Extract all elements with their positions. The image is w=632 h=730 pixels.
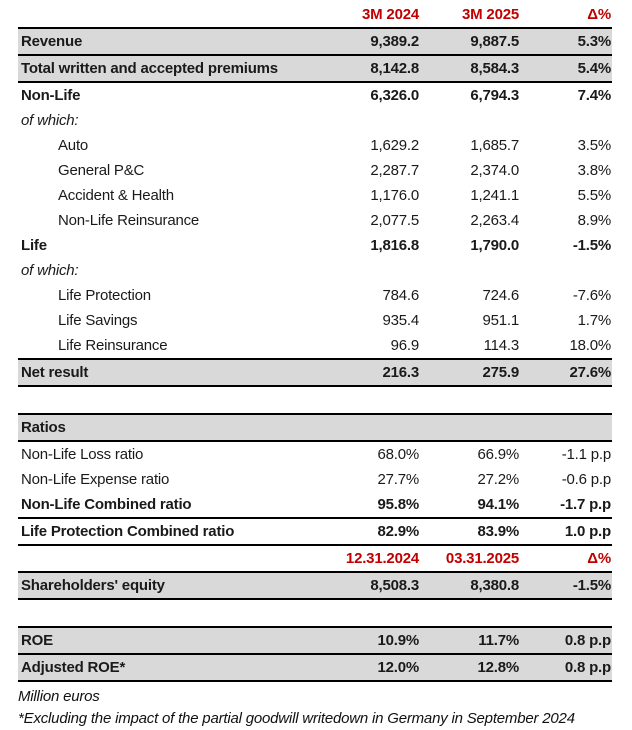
row-label: General P&C [58, 162, 145, 179]
table-row-life [18, 233, 612, 258]
table-row-general-p-c [18, 158, 612, 183]
ratios-table [18, 413, 612, 546]
row-value: 2,287.7 [370, 162, 419, 179]
row-value [420, 258, 520, 283]
column-header-delta-pct: Δ% [587, 6, 611, 23]
row-value: 6,326.0 [370, 87, 419, 104]
table-row-total-written-and-accepted-premiums [18, 55, 612, 82]
row-label: Non-Life Combined ratio [18, 492, 300, 518]
roe-table [18, 626, 612, 682]
row-value: 82.9% [300, 518, 420, 545]
row-value: 935.4 [382, 312, 419, 329]
row-value: 9,389.2 [300, 28, 420, 55]
income-statement-body [18, 28, 612, 386]
row-label: Non-Life Reinsurance [58, 212, 200, 229]
row-label: ROE [18, 627, 300, 654]
income-statement-table [18, 2, 612, 387]
row-value: -1.1 p.p [561, 446, 611, 463]
row-value: 216.3 [300, 359, 420, 386]
row-value: 95.8% [300, 492, 420, 518]
ratios-body [18, 414, 612, 545]
empty-header-cell [18, 2, 300, 28]
row-label: Accident & Health [58, 187, 174, 204]
table-row-non-life-reinsurance [18, 208, 612, 233]
table-row-roe [18, 627, 612, 654]
column-header-03-31-2025: 03.31.2025 [445, 550, 519, 567]
row-value: -1.5% [520, 572, 612, 599]
footnotes [18, 686, 632, 730]
row-value: 8.9% [577, 212, 611, 229]
row-value: 27.2% [477, 471, 519, 488]
row-value [300, 258, 420, 283]
row-value [520, 108, 612, 133]
row-value: 1,629.2 [370, 137, 419, 154]
row-value: 2,077.5 [370, 212, 419, 229]
table-row-revenue [18, 28, 612, 55]
balance-date-header-row [18, 546, 612, 572]
row-value: 12.0% [300, 654, 420, 681]
row-value: 951.1 [482, 312, 519, 329]
row-label: Life [21, 237, 47, 254]
row-label: Auto [58, 137, 89, 154]
table-row-non-life-loss-ratio [18, 441, 612, 467]
row-label: Life Reinsurance [58, 337, 168, 354]
table-row-of-which [18, 108, 612, 133]
row-label: of which: [21, 112, 79, 129]
row-value: 7.4% [577, 87, 611, 104]
row-label: Life Savings [58, 312, 138, 329]
row-value: 12.8% [420, 654, 520, 681]
row-value: 66.9% [477, 446, 519, 463]
row-value: 1.0 p.p [520, 518, 612, 545]
row-value: 94.1% [420, 492, 520, 518]
row-label: Net result [18, 359, 300, 386]
row-label: Life Protection Combined ratio [18, 518, 300, 545]
row-label: Non-Life Expense ratio [21, 471, 170, 488]
row-value: 10.9% [300, 627, 420, 654]
period-header-row [18, 2, 612, 28]
row-value: 2,374.0 [470, 162, 519, 179]
roe-body [18, 627, 612, 681]
row-value: 8,380.8 [420, 572, 520, 599]
row-value: -7.6% [572, 287, 611, 304]
row-value: -0.6 p.p [561, 471, 611, 488]
row-value: 724.6 [482, 287, 519, 304]
row-label: of which: [21, 262, 79, 279]
units-footnote: Million euros [18, 688, 100, 705]
table-row-life-reinsurance [18, 333, 612, 359]
row-value: 3.5% [577, 137, 611, 154]
table-row-auto [18, 133, 612, 158]
column-header-3m-2025: 3M 2025 [462, 6, 519, 23]
row-value: 1,241.1 [470, 187, 519, 204]
row-value: 9,887.5 [420, 28, 520, 55]
adjusted-roe-footnote: *Excluding the impact of the partial goodwill writedown in Germany in September 2024 [18, 710, 575, 727]
row-label: Non-Life [21, 87, 81, 104]
table-row-life-savings [18, 308, 612, 333]
row-value [300, 108, 420, 133]
row-label: Shareholders' equity [18, 572, 300, 599]
table-row-non-life-expense-ratio [18, 467, 612, 492]
row-label: Life Protection [58, 287, 151, 304]
row-value: 18.0% [569, 337, 611, 354]
column-header-delta-pct: Δ% [587, 550, 611, 567]
row-value: 1,685.7 [470, 137, 519, 154]
row-value: 5.5% [577, 187, 611, 204]
row-value: 27.7% [377, 471, 419, 488]
balance-sheet-table [18, 546, 612, 600]
row-label: Total written and accepted premiums [18, 55, 300, 82]
table-row-net-result [18, 359, 612, 386]
row-value: 83.9% [420, 518, 520, 545]
column-header-12-31-2024: 12.31.2024 [345, 550, 419, 567]
row-value [520, 414, 612, 441]
row-value: 8,508.3 [300, 572, 420, 599]
table-row-non-life-combined-ratio [18, 492, 612, 518]
row-value [300, 414, 420, 441]
row-value: 68.0% [377, 446, 419, 463]
row-value: 8,584.3 [420, 55, 520, 82]
table-row-of-which [18, 258, 612, 283]
row-label: Adjusted ROE* [18, 654, 300, 681]
table-row-adjusted-roe [18, 654, 612, 681]
row-value: 0.8 p.p [520, 654, 612, 681]
table-row-life-protection [18, 283, 612, 308]
row-value [420, 414, 520, 441]
row-value: 1.7% [577, 312, 611, 329]
column-header-3m-2024: 3M 2024 [362, 6, 419, 23]
balance-body [18, 572, 612, 599]
table-row-life-protection-combined-ratio [18, 518, 612, 545]
table-row-shareholders-equity [18, 572, 612, 599]
row-value: 1,790.0 [470, 237, 519, 254]
row-value: 1,816.8 [370, 237, 419, 254]
row-value: 11.7% [420, 627, 520, 654]
row-label: Non-Life Loss ratio [21, 446, 144, 463]
row-value: 0.8 p.p [520, 627, 612, 654]
row-value: 8,142.8 [300, 55, 420, 82]
row-value: 5.4% [520, 55, 612, 82]
row-value: 1,176.0 [370, 187, 419, 204]
row-value: 27.6% [520, 359, 612, 386]
row-value: -1.7 p.p [520, 492, 612, 518]
row-value: 6,794.3 [470, 87, 519, 104]
empty-header-cell [18, 546, 300, 572]
row-value: 3.8% [577, 162, 611, 179]
row-label: Ratios [18, 414, 300, 441]
row-value: 114.3 [483, 337, 519, 354]
table-row-accident-health [18, 183, 612, 208]
row-value: 2,263.4 [470, 212, 519, 229]
row-value: 96.9 [390, 337, 419, 354]
row-value: 275.9 [420, 359, 520, 386]
row-label: Revenue [18, 28, 300, 55]
table-row-ratios [18, 414, 612, 441]
row-value: 784.6 [382, 287, 419, 304]
row-value [520, 258, 612, 283]
table-row-non-life [18, 82, 612, 108]
row-value [420, 108, 520, 133]
row-value: -1.5% [572, 237, 611, 254]
row-value: 5.3% [520, 28, 612, 55]
